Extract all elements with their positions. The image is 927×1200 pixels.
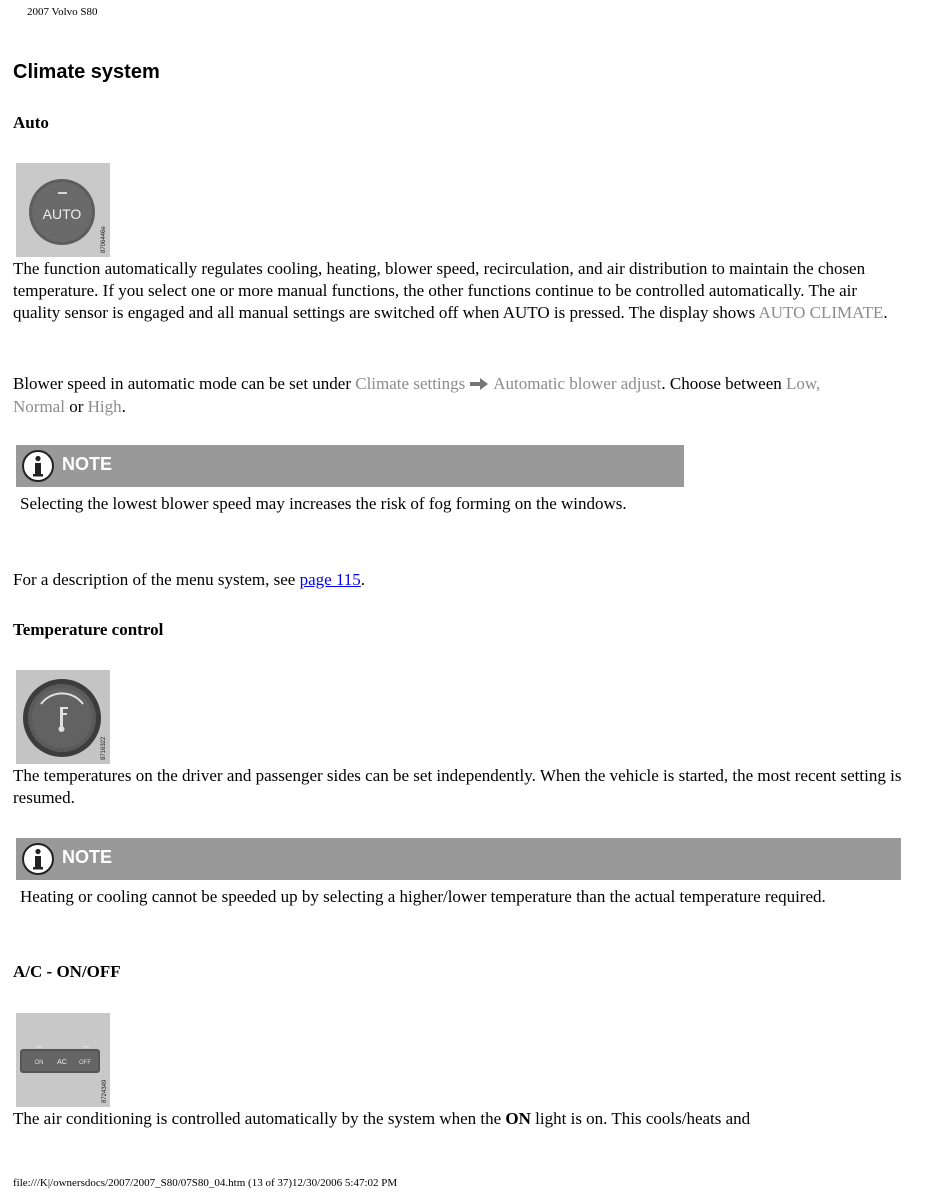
ac-label-ac: AC xyxy=(57,1059,67,1066)
auto-button-label: AUTO xyxy=(42,206,82,222)
auto-climate-display-text: AUTO CLIMATE xyxy=(758,303,884,322)
note-label: NOTE xyxy=(62,847,113,867)
menu-climate-settings: Climate settings xyxy=(355,374,466,393)
note-box-1 xyxy=(16,445,684,487)
temperature-description: The temperatures on the driver and passenger sides can be set independently. When the vehicle is started, the most recent setting is resumed. xyxy=(13,766,902,807)
blower-speed-text: Blower speed in automatic mode can be set under Climate settings Automatic blower adjust. Choose between Low, Normal or High. xyxy=(13,374,821,417)
menu-automatic-blower-adjust: Automatic blower adjust xyxy=(493,374,662,393)
page-115-link[interactable]: page 115 xyxy=(299,570,361,589)
auto-heading: Auto xyxy=(13,113,49,132)
note-label: NOTE xyxy=(62,454,113,474)
ac-button-image xyxy=(16,1013,110,1107)
option-normal: Normal xyxy=(13,397,65,417)
auto-button-image xyxy=(16,163,110,257)
ac-label-on: ON xyxy=(34,1060,44,1066)
info-icon xyxy=(22,450,54,482)
arrow-right-icon xyxy=(469,374,489,396)
note-text-1: Selecting the lowest blower speed may increases the risk of fog forming on the windows. xyxy=(20,494,627,513)
ac-description: The air conditioning is controlled automatically by the system when the ON light is on. This cools/heats and xyxy=(13,1109,751,1128)
ac-on-bold: ON xyxy=(505,1109,531,1128)
option-low: Low, xyxy=(786,374,821,393)
ac-image-code: 8724349 xyxy=(102,1079,108,1103)
temperature-heading: Temperature control xyxy=(13,620,164,639)
menu-reference-text: For a description of the menu system, see page 115. xyxy=(13,570,366,589)
option-high: High xyxy=(87,397,122,417)
info-icon xyxy=(22,843,54,875)
note-text-2: Heating or cooling cannot be speeded up by selecting a higher/lower temperature than the actual temperature required. xyxy=(20,887,826,906)
note-box-2 xyxy=(16,838,901,880)
page-title: Climate system xyxy=(13,61,160,83)
footer-path: file:///K|/ownersdocs/2007/2007_S80/07S80_04.htm (13 of 37)12/30/2006 5:47:02 PM xyxy=(13,1177,398,1189)
temperature-image-code: 8716322 xyxy=(101,736,107,760)
auto-image-code: 8706446e xyxy=(101,226,107,253)
ac-heading: A/C - ON/OFF xyxy=(13,962,121,981)
temperature-knob-image xyxy=(16,670,110,764)
auto-description: The function automatically regulates cooling, heating, blower speed, recirculation, and air distribution to maintain the chosen temperature. If you select one or more manual functions, the other functions continue to be controlled automatically. The air quality sensor is engaged and all manual settings are switched off when AUTO is pressed. The display shows AUTO CLIMATE. xyxy=(13,259,888,322)
ac-label-off: OFF xyxy=(79,1060,91,1066)
header-title: 2007 Volvo S80 xyxy=(27,6,98,18)
